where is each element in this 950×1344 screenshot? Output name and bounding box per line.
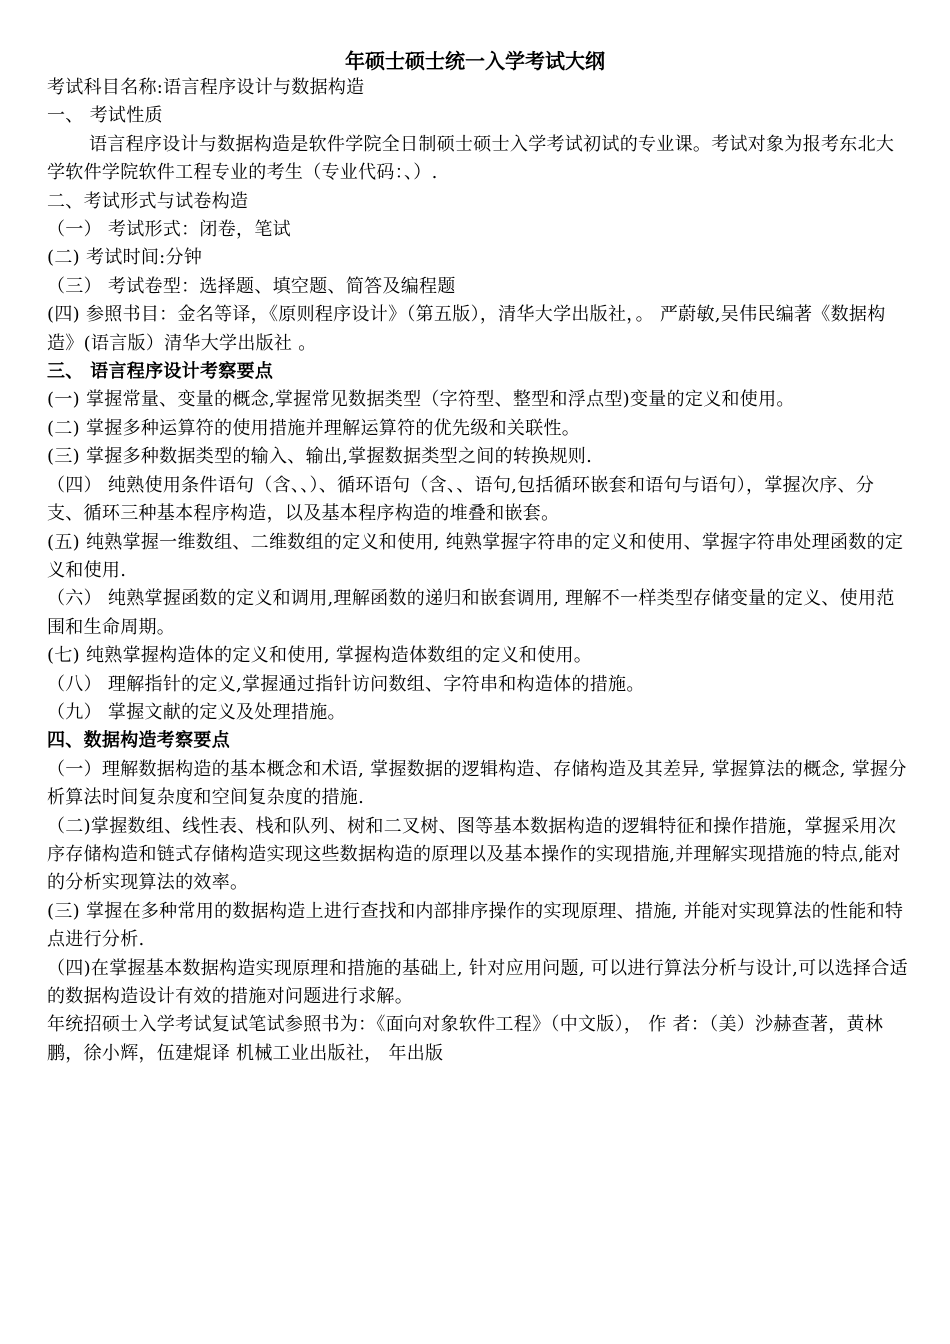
section-heading-2: 二、考试形式与试卷构造 [47, 190, 249, 212]
retest-reference-paragraph: 年统招硕士入学考试复试笔试参照书为：《面向对象软件工程》（中文版）， 作 者：（美）沙赫查著，黄林鹏，徐小辉，伍建焜译 机械工业出版社， 年出版 [47, 1014, 884, 1064]
section-4-item: （一）理解数据构造的基本概念和术语, 掌握数据的逻辑构造、存储构造及其差异, 掌握算法的概念, 掌握分析算法时间复杂度和空间复杂度的措施. [47, 758, 907, 809]
section-3-item: (二) 掌握多种运算符的使用措施并理解运算符的优先级和关联性。 [47, 417, 581, 439]
section-1-paragraph: 语言程序设计与数据构造是软件学院全日制硕士硕士入学考试初试的专业课。考试对象为报考东北大学软件学院软件工程专业的考生（专业代码：、）. [47, 133, 895, 184]
section-heading-4: 四、数据构造考察要点 [47, 730, 230, 752]
section-2-item: (二) 考试时间:分钟 [47, 247, 203, 269]
section-4-item: （二)掌握数组、线性表、栈和队列、树和二叉树、图等基本数据构造的逻辑特征和操作措施，掌握采用次序存储构造和链式存储构造实现这些数据构造的原理以及基本操作的实现措施,并理解实现措施的特点,能对的分析实现算法的效率。 [47, 815, 901, 894]
section-3-item: （六） 纯熟掌握函数的定义和调用,理解函数的递归和嵌套调用, 理解不一样类型存储变量的定义、使用范围和生命周期。 [47, 588, 895, 638]
section-3-item: (五) 纯熟掌握一维数组、二维数组的定义和使用, 纯熟掌握字符串的定义和使用、掌握字符串处理函数的定义和使用. [47, 531, 904, 581]
section-3-item: （八） 理解指针的定义,掌握通过指针访问数组、字符串和构造体的措施。 [47, 673, 645, 695]
section-3-item: （九） 掌握文献的定义及处理措施。 [47, 701, 346, 723]
document-title: 年硕士硕士统一入学考试大纲 [345, 49, 605, 73]
section-2-item: （三） 考试卷型：选择题、填空题、简答及编程题 [47, 275, 456, 297]
section-4-item: （四)在掌握基本数据构造实现原理和措施的基础上, 针对应用问题, 可以进行算法分析与设计,可以选择合适的数据构造设计有效的措施对问题进行求解。 [47, 957, 908, 1007]
section-3-item: (七) 纯熟掌握构造体的定义和使用, 掌握构造体数组的定义和使用。 [47, 645, 593, 667]
section-heading-3: 三、 语言程序设计考察要点 [47, 361, 274, 383]
section-2-item: (四) 参照书目：金名等译，《原则程序设计》（第五版），清华大学出版社，。 严蔚敏,吴伟民编著《数据构造》(语言版）清华大学出版社 。 [47, 304, 886, 354]
document-body [47, 74, 909, 1068]
section-3-item: (三) 掌握多种数据类型的输入、输出,掌握数据类型之间的转换规则. [47, 446, 593, 468]
section-2-item: （一） 考试形式：闭卷，笔试 [47, 219, 291, 241]
section-3-item: （四） 纯熟使用条件语句（含、、）、循环语句（含、、语句,包括循环嵌套和语句与语句），掌握次序、分支、循环三种基本程序构造，以及基本程序构造的堆叠和嵌套。 [47, 474, 875, 525]
section-3-item: (一) 掌握常量、变量的概念,掌握常见数据类型（字符型、整型和浮点型)变量的定义和使用。 [47, 389, 795, 411]
section-heading-1: 一、 考试性质 [47, 105, 163, 127]
subject-line: 考试科目名称:语言程序设计与数据构造 [47, 77, 365, 98]
section-4-item: (三) 掌握在多种常用的数据构造上进行查找和内部排序操作的实现原理、措施, 并能对实现算法的性能和特点进行分析. [47, 900, 904, 951]
